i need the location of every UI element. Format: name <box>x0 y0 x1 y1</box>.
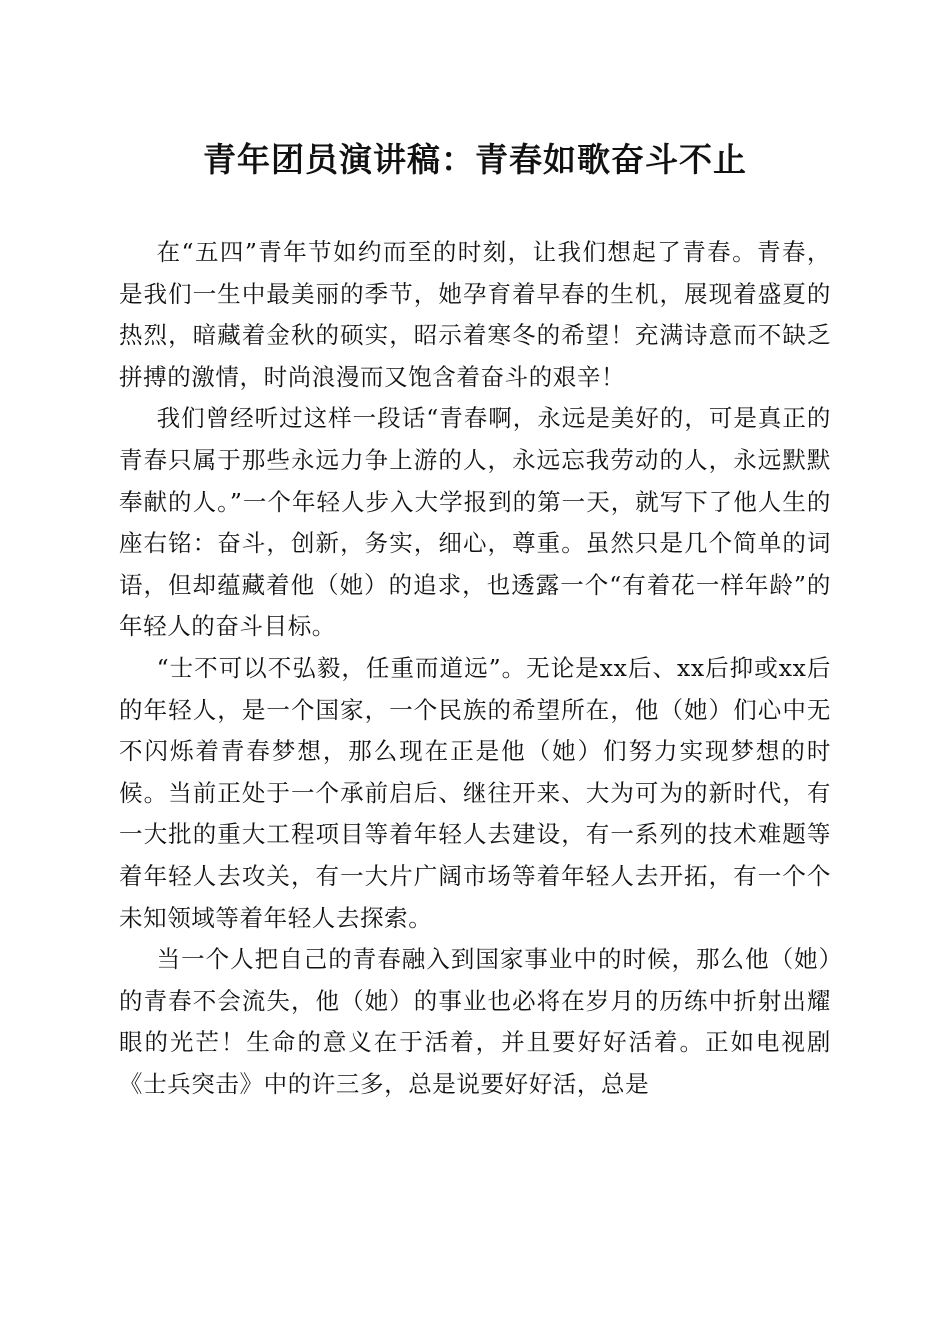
paragraph-1: 在“五四”青年节如约而至的时刻，让我们想起了青春。青春，是我们一生中最美丽的季节，她孕育着早春的生机，展现着盛夏的热烈，暗藏着金秋的硕实，昭示着寒冬的希望！充满诗意而不缺乏拼搏的激情，时尚浪漫而又饱含着奋斗的艰辛！ <box>119 238 831 391</box>
paragraph-2: 我们曾经听过这样一段话“青春啊，永远是美好的，可是真正的青春只属于那些永远力争上游的人，永远忘我劳动的人，永远默默奉献的人。”一个年轻人步入大学报到的第一天，就写下了他人生的座右铭：奋斗，创新，务实，细心，尊重。虽然只是几个简单的词语，但却蕴藏着他（她）的追求，也透露一个“有着花一样年龄”的年轻人的奋斗目标。 <box>119 404 831 641</box>
document-title: 青年团员演讲稿：青春如歌奋斗不止 <box>203 140 747 179</box>
document-body <box>119 232 831 1105</box>
paragraph-3: “士不可以不弘毅，任重而道远”。无论是xx后、xx后抑或xx后的年轻人，是一个国家，一个民族的希望所在，他（她）们心中无不闪烁着青春梦想，那么现在正是他（她）们努力实现梦想的时候。当前正处于一个承前启后、继往开来、大为可为的新时代，有一大批的重大工程项目等着年轻人去建设，有一系列的技术难题等着年轻人去攻关，有一大片广阔市场等着年轻人去开拓，有一个个未知领域等着年轻人去探索。 <box>119 653 831 932</box>
paragraph-4: 当一个人把自己的青春融入到国家事业中的时候，那么他（她）的青春不会流失，他（她）的事业也必将在岁月的历练中折射出耀眼的光芒！生命的意义在于活着，并且要好好活着。正如电视剧《士兵突击》中的许三多，总是说要好好活，总是 <box>119 945 831 1098</box>
